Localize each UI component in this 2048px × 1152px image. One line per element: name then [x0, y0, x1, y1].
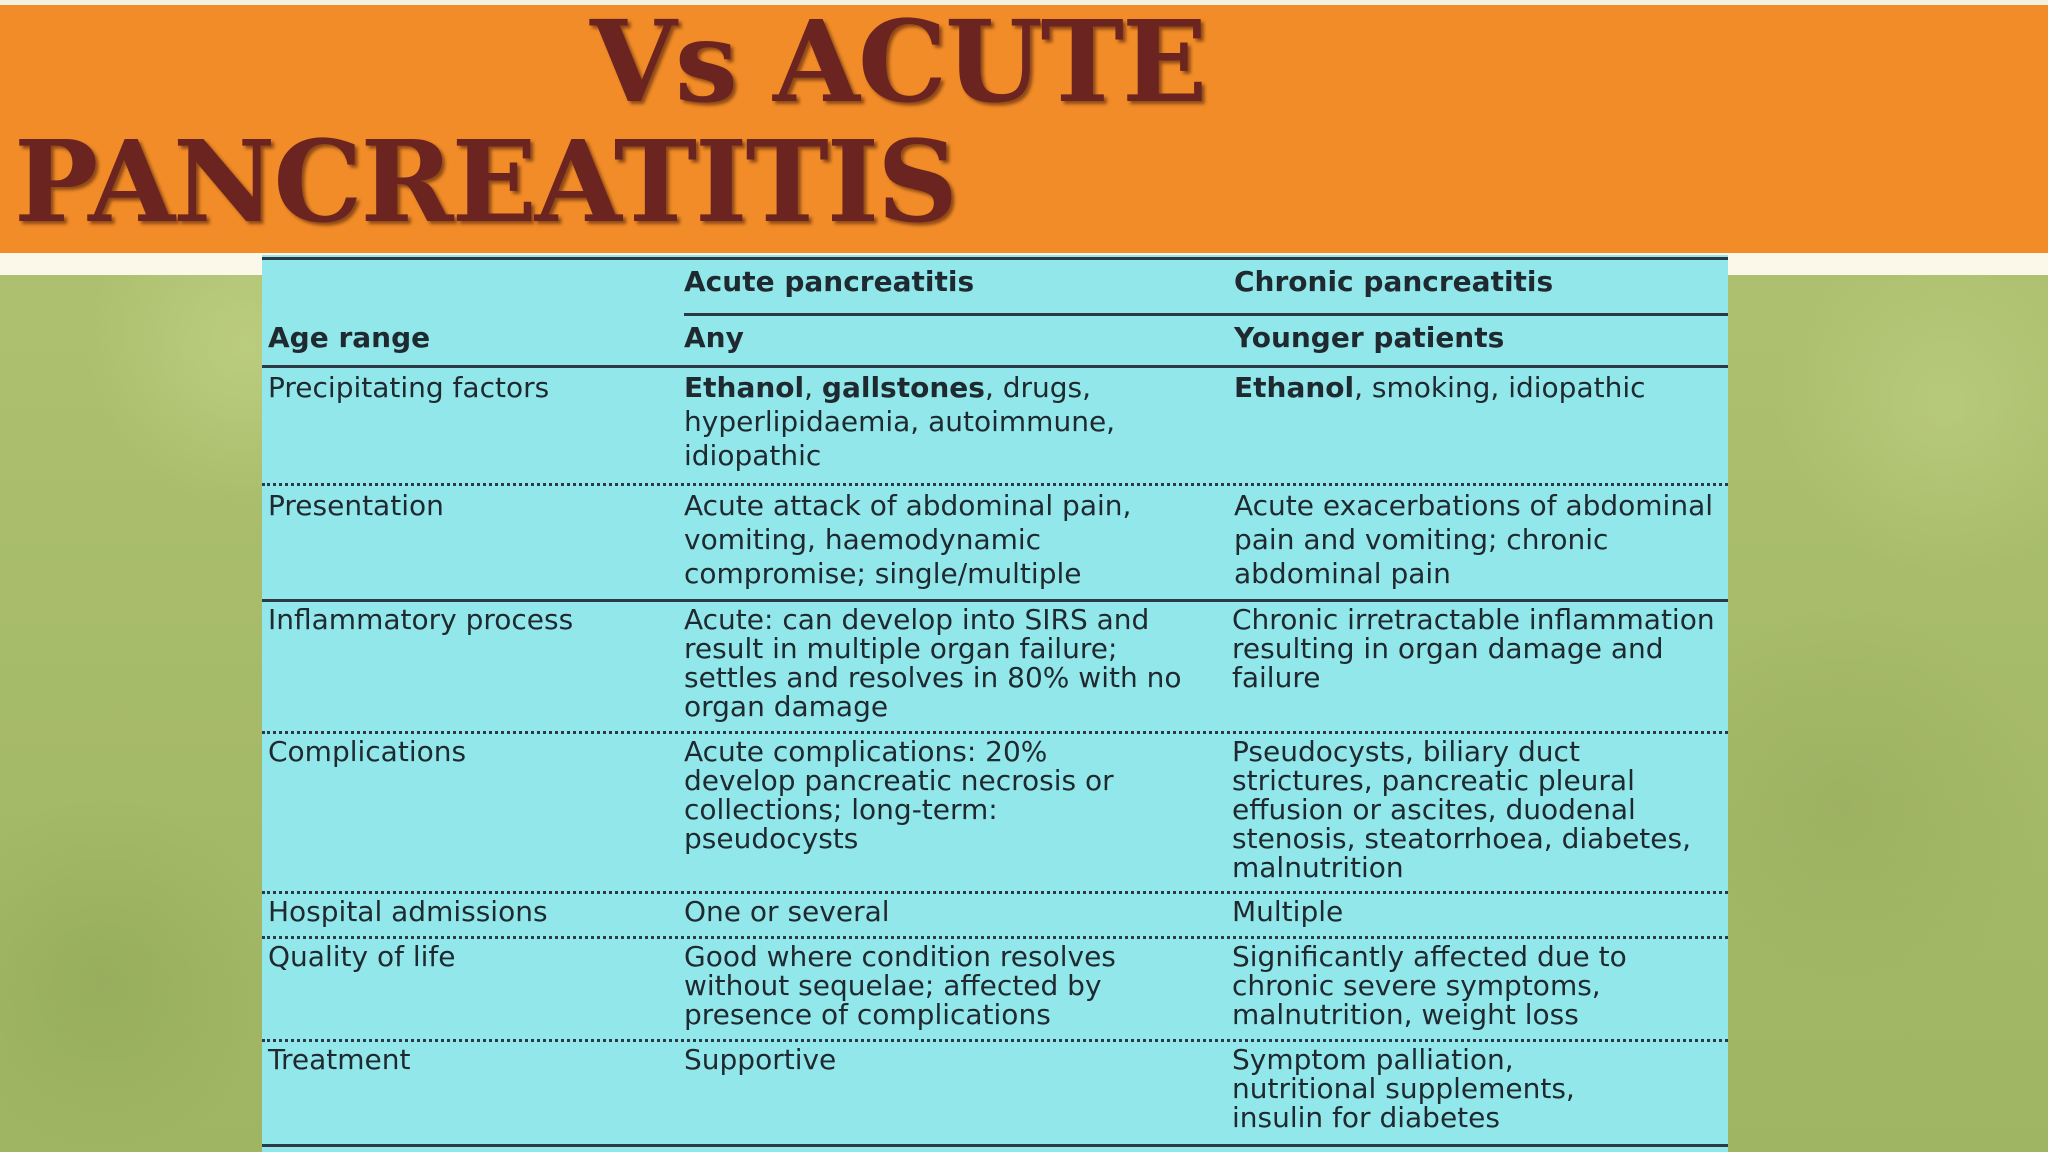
cell-acute-presentation: Acute attack of abdominal pain, vomiting, haemodynamic compromise; single/multiple [684, 489, 1132, 590]
separator: , [804, 371, 822, 404]
table-rule [262, 257, 1728, 260]
cell-acute-complications: Acute complications: 20% develop pancreatic necrosis or collections; long-term: pseudocysts [684, 735, 1114, 855]
cell-acute-age-range: Any [684, 321, 744, 354]
bold-term: gallstones [821, 371, 985, 404]
cell-acute-hospital-admissions: One or several [684, 895, 890, 928]
comparison-table [262, 255, 1728, 1152]
cell-chronic-inflammatory-process: Chronic irretractable inflammation resulting in organ damage and failure [1232, 603, 1715, 694]
cell-chronic-quality-of-life: Significantly affected due to chronic severe symptoms, malnutrition, weight loss [1232, 940, 1627, 1031]
slide-title-line-1: Vs ACUTE [590, 0, 1206, 128]
table-rule [262, 483, 1728, 486]
row-label-precipitating-factors: Precipitating factors [268, 371, 550, 404]
cell-chronic-age-range: Younger patients [1234, 321, 1505, 354]
table-rule [262, 599, 1728, 602]
cell-chronic-treatment: Symptom palliation, nutritional supplements, insulin for diabetes [1232, 1043, 1575, 1134]
row-label-hospital-admissions: Hospital admissions [268, 895, 548, 928]
cell-acute-treatment: Supportive [684, 1043, 837, 1076]
row-label-complications: Complications [268, 735, 467, 768]
rest-text: , drugs, hyperlipidaemia, autoimmune, idiopathic [684, 371, 1116, 472]
cell-chronic-presentation: Acute exacerbations of abdominal pain and vomiting; chronic abdominal pain [1234, 489, 1714, 590]
header-chronic: Chronic pancreatitis [1234, 265, 1554, 298]
cell-chronic-precipitating-factors [1234, 371, 1724, 405]
table-rule [262, 365, 1728, 368]
row-label-age-range: Age range [268, 321, 431, 354]
cell-acute-quality-of-life: Good where condition resolves without sequelae; affected by presence of complications [684, 940, 1116, 1031]
header-acute: Acute pancreatitis [684, 265, 975, 298]
table-rule [262, 1144, 1728, 1147]
table-rule [262, 891, 1728, 894]
row-label-presentation: Presentation [268, 489, 444, 522]
table-rule [262, 1039, 1728, 1042]
table-rule [262, 731, 1728, 734]
bold-term: Ethanol [1234, 371, 1355, 404]
table-rule [262, 936, 1728, 939]
row-label-inflammatory-process: Inflammatory process [268, 603, 574, 636]
row-label-treatment: Treatment [268, 1043, 411, 1076]
bold-term: Ethanol [684, 371, 805, 404]
cell-acute-inflammatory-process: Acute: can develop into SIRS and result in multiple organ failure; settles and resolves in 80% with no organ damage [684, 603, 1182, 723]
title-bar [0, 0, 2048, 253]
cell-acute-precipitating-factors [684, 371, 1214, 473]
row-label-quality-of-life: Quality of life [268, 940, 456, 973]
cell-chronic-complications: Pseudocysts, biliary duct strictures, pancreatic pleural effusion or ascites, duodenal stenosis, steatorrhoea, diabetes, malnutrition [1232, 735, 1691, 884]
rest-text: , smoking, idiopathic [1354, 371, 1646, 404]
slide-title-line-2: PANCREATITIS [14, 117, 957, 248]
cell-chronic-hospital-admissions: Multiple [1232, 895, 1344, 928]
table-rule [684, 313, 1728, 316]
